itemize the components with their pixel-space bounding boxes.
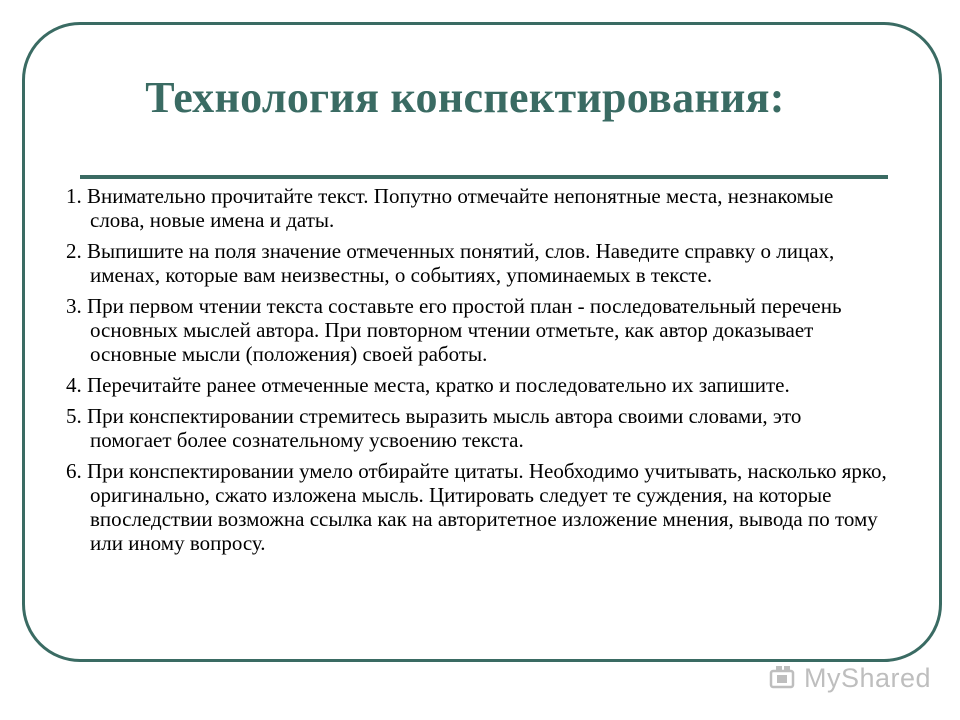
myshared-logo-icon xyxy=(768,663,798,693)
list-item-1: 1. Внимательно прочитайте текст. Попутно отмечайте непонятные места, незнакомые слова, новые имена и даты. xyxy=(66,184,834,232)
title-divider xyxy=(80,175,888,179)
slide-title: Технология конспектирования: xyxy=(145,73,785,122)
watermark-text: MyShared xyxy=(804,662,932,693)
watermark xyxy=(768,658,931,698)
list-item-3: 3. При первом чтении текста составьте его простой план - последовательный перечень основных мыслей автора. При повторном чтении отметьте, как автор доказывает основные мысли (положения) своей работы. xyxy=(66,294,842,366)
list-item-5: 5. При конспектировании стремитесь выразить мысль автора своими словами, это помогает более сознательному усвоению текста. xyxy=(66,404,802,452)
list-item-4: 4. Перечитайте ранее отмеченные места, кратко и последовательно их запишите. xyxy=(66,373,790,397)
list-item-2: 2. Выпишите на поля значение отмеченных понятий, слов. Наведите справку о лицах, именах, которые вам неизвестны, о событиях, упоминаемых в тексте. xyxy=(66,239,835,287)
instruction-list xyxy=(66,184,888,562)
list-item-6: 6. При конспектировании умело отбирайте цитаты. Необходимо учитывать, насколько ярко, оригинально, сжато изложена мысль. Цитировать следует те суждения, на которые впоследствии возможна ссылка как на авторитетное изложение мнения, вывода по тому или иному вопросу. xyxy=(66,459,887,555)
